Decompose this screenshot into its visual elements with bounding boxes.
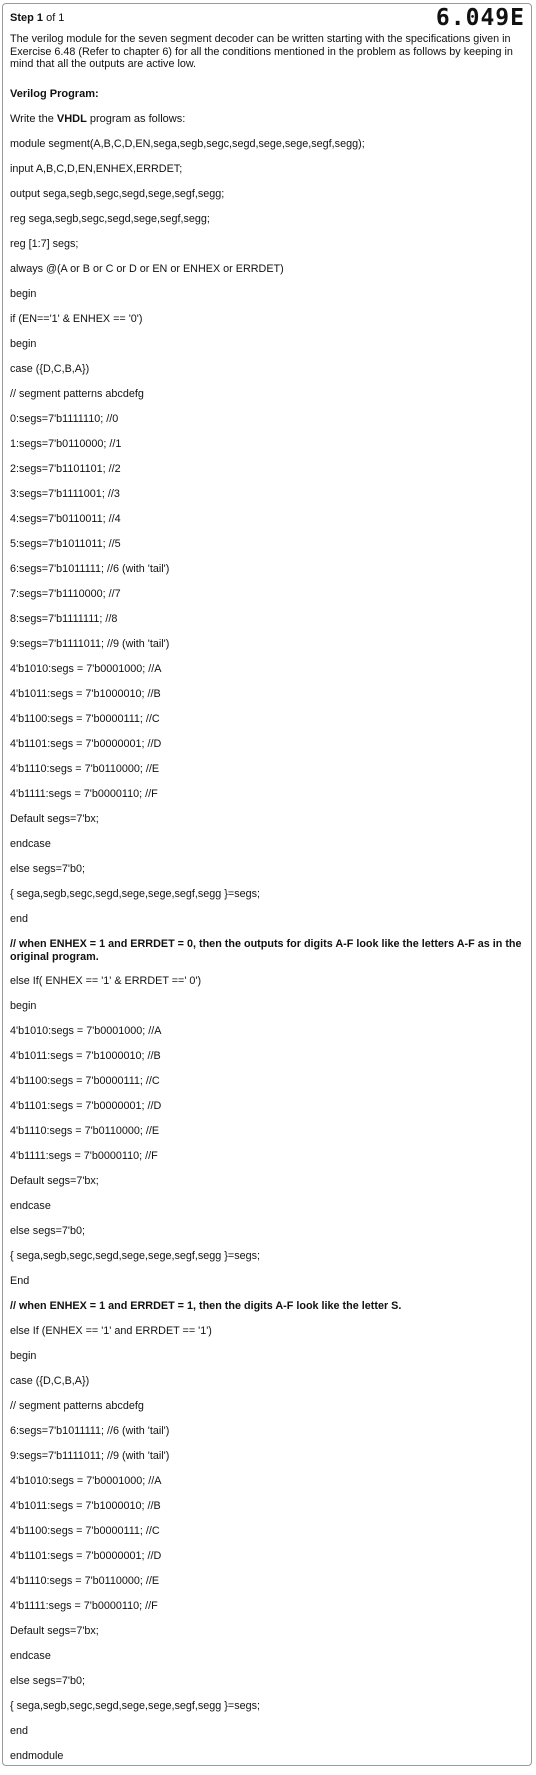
code-line: 4'b1011:segs = 7'b1000010; //B	[10, 688, 161, 700]
code-line: begin	[10, 338, 37, 350]
code-line: Default segs=7'bx;	[10, 813, 99, 825]
code-line: 4'b1110:segs = 7'b0110000; //E	[10, 763, 160, 775]
code-line: endcase	[10, 1650, 51, 1662]
code-line: case ({D,C,B,A})	[10, 1375, 90, 1387]
code-line: 6:segs=7'b1011111; //6 (with 'tail')	[10, 563, 170, 575]
code-line: reg [1:7] segs;	[10, 238, 79, 250]
code-line: Default segs=7'bx;	[10, 1175, 99, 1187]
code-line: 4'b1100:segs = 7'b0000111; //C	[10, 1525, 160, 1537]
code-line: input A,B,C,D,EN,ENHEX,ERRDET;	[10, 163, 183, 175]
code-line: 4'b1101:segs = 7'b0000001; //D	[10, 738, 162, 750]
code-line: // segment patterns abcdefg	[10, 388, 144, 400]
code-line: 4'b1111:segs = 7'b0000110; //F	[10, 1600, 158, 1612]
code-line: 2:segs=7'b1101101; //2	[10, 463, 121, 475]
code-line: { sega,segb,segc,segd,sege,sege,segf,segg }=segs;	[10, 1700, 261, 1712]
code-line: 3:segs=7'b1111001; //3	[10, 488, 120, 500]
code-line: 4'b1111:segs = 7'b0000110; //F	[10, 1150, 158, 1162]
code-line: 4'b1010:segs = 7'b0001000; //A	[10, 1475, 162, 1487]
code-line: endcase	[10, 838, 51, 850]
code-line: 4'b1110:segs = 7'b0110000; //E	[10, 1125, 160, 1137]
code-listing	[10, 138, 526, 1775]
code-line: endmodule	[10, 1750, 64, 1762]
write-prefix: Write the	[10, 113, 54, 125]
code-comment-line: // when ENHEX = 1 and ERRDET = 0, then the outputs for digits A-F look like the letters A-F as in the original program.	[10, 938, 522, 963]
code-line: end	[10, 1725, 29, 1737]
code-line: 4'b1010:segs = 7'b0001000; //A	[10, 663, 162, 675]
code-line: 5:segs=7'b1011011; //5	[10, 538, 121, 550]
code-line: 9:segs=7'b1111011; //9 (with 'tail')	[10, 638, 170, 650]
code-line: else If( ENHEX == '1' & ERRDET ==' 0')	[10, 975, 202, 987]
code-line: 4'b1111:segs = 7'b0000110; //F	[10, 788, 158, 800]
code-line: 4'b1100:segs = 7'b0000111; //C	[10, 713, 160, 725]
code-line: always @(A or B or C or D or EN or ENHEX or ERRDET)	[10, 263, 284, 275]
intro-paragraph: The verilog module for the seven segment decoder can be written starting with the specifications given in Exercise 6.48 (Refer to chapter 6) for all the conditions mentioned in the problem as follows by keeping in mind that all the outputs are active low.	[10, 33, 513, 70]
code-line: 4'b1100:segs = 7'b0000111; //C	[10, 1075, 160, 1087]
write-suffix: program as follows:	[89, 113, 186, 125]
step-label: Step 1	[10, 12, 44, 24]
code-line: 7:segs=7'b1110000; //7	[10, 588, 121, 600]
code-line: 8:segs=7'b1111111; //8	[10, 613, 118, 625]
code-line: else segs=7'b0;	[10, 863, 85, 875]
code-line: 0:segs=7'b1111110; //0	[10, 413, 119, 425]
code-line: // segment patterns abcdefg	[10, 1400, 144, 1412]
code-line: 4'b1101:segs = 7'b0000001; //D	[10, 1100, 162, 1112]
code-line: 4:segs=7'b0110011; //4	[10, 513, 121, 525]
code-line: 1:segs=7'b0110000; //1	[10, 438, 122, 450]
write-bold: VHDL	[56, 113, 87, 125]
code-line: 4'b1011:segs = 7'b1000010; //B	[10, 1050, 161, 1062]
code-comment-line: // when ENHEX = 1 and ERRDET = 1, then the digits A-F look like the letter S.	[10, 1300, 402, 1312]
write-instruction	[10, 113, 185, 125]
code-line: 4'b1110:segs = 7'b0110000; //E	[10, 1575, 160, 1587]
code-line: { sega,segb,segc,segd,sege,sege,segf,segg }=segs;	[10, 1250, 261, 1262]
code-line: begin	[10, 1000, 37, 1012]
code-line: 4'b1010:segs = 7'b0001000; //A	[10, 1025, 162, 1037]
code-line: endcase	[10, 1200, 51, 1212]
code-line: begin	[10, 288, 37, 300]
code-line: 6:segs=7'b1011111; //6 (with 'tail')	[10, 1425, 170, 1437]
code-line: module segment(A,B,C,D,EN,sega,segb,segc,segd,sege,sege,segf,segg);	[10, 138, 365, 150]
code-line: begin	[10, 1350, 37, 1362]
solution-card	[2, 3, 532, 1766]
code-line: else If (ENHEX == '1' and ERRDET == '1')	[10, 1325, 212, 1337]
code-line: case ({D,C,B,A})	[10, 363, 90, 375]
code-line: reg sega,segb,segc,segd,sege,segf,segg;	[10, 213, 210, 225]
code-line: else segs=7'b0;	[10, 1225, 85, 1237]
code-line: 9:segs=7'b1111011; //9 (with 'tail')	[10, 1450, 170, 1462]
code-line: { sega,segb,segc,segd,sege,sege,segf,segg }=segs;	[10, 888, 261, 900]
step-total: of 1	[46, 12, 65, 24]
section-heading: Verilog Program:	[10, 88, 99, 100]
problem-number: 6.049E	[435, 5, 525, 31]
step-header	[10, 12, 64, 25]
code-line: else segs=7'b0;	[10, 1675, 85, 1687]
code-line: Default segs=7'bx;	[10, 1625, 99, 1637]
code-line: End	[10, 1275, 30, 1287]
code-line: end	[10, 913, 29, 925]
code-line: 4'b1101:segs = 7'b0000001; //D	[10, 1550, 162, 1562]
code-line: if (EN=='1' & ENHEX == '0')	[10, 313, 143, 325]
code-line: output sega,segb,segc,segd,sege,segf,segg;	[10, 188, 225, 200]
code-line: 4'b1011:segs = 7'b1000010; //B	[10, 1500, 161, 1512]
